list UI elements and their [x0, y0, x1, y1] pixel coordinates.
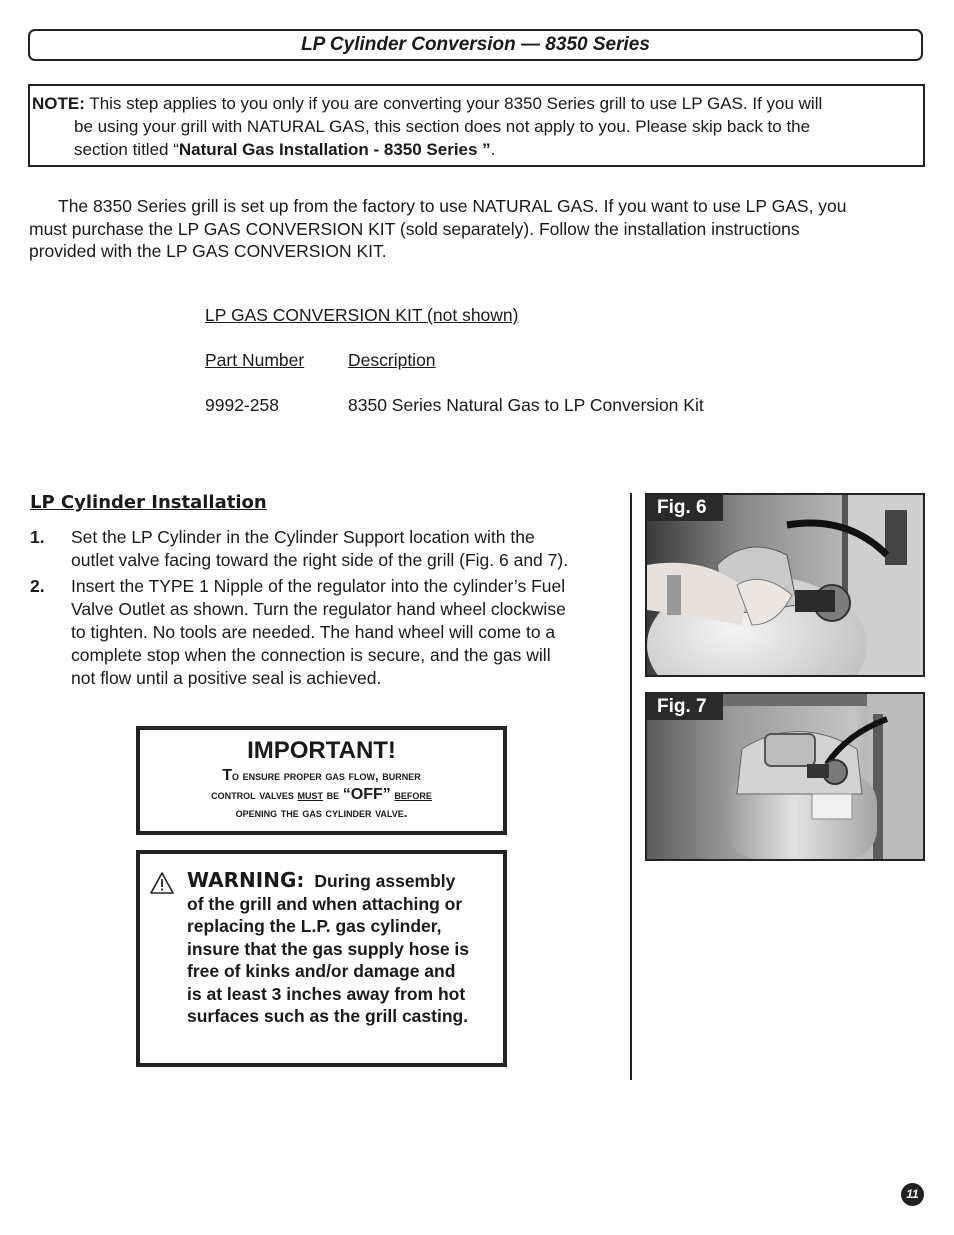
page-title: LP Cylinder Conversion — 8350 Series	[28, 29, 923, 61]
note-line-2: be using your grill with NATURAL GAS, this section does not apply to you. Please skip back to the	[74, 117, 811, 136]
step-1	[30, 526, 615, 572]
intro-line-1: The 8350 Series grill is set up from the factory to use NATURAL GAS. If you want to use LP GAS, you	[58, 196, 847, 216]
intro-line-2: must purchase the LP GAS CONVERSION KIT (sold separately). Follow the installation instructions	[29, 218, 800, 239]
figure-6	[645, 493, 925, 677]
important-text	[140, 767, 503, 823]
warning-notice	[136, 850, 507, 1067]
important-initial: T	[222, 767, 233, 784]
step-1-line-1: Set the LP Cylinder in the Cylinder Support location with the	[71, 527, 535, 547]
important-line-1: o ensure proper gas flow, burner	[232, 768, 421, 783]
warning-title: WARNING:	[187, 868, 305, 892]
figure-7-label: Fig. 7	[647, 694, 723, 720]
note-section-ref: Natural Gas Installation - 8350 Series ”	[178, 140, 491, 159]
note-box	[28, 84, 925, 167]
intro-paragraph	[29, 195, 924, 263]
important-notice	[136, 726, 507, 835]
figure-6-label: Fig. 6	[647, 495, 723, 521]
kit-col-part: Part Number	[205, 350, 305, 370]
warning-text	[187, 869, 499, 1028]
warning-line-4: insure that the gas supply hose is	[187, 938, 470, 959]
step-2-line-4: complete stop when the connection is secure, and the gas will	[71, 645, 551, 665]
step-2-line-2: Valve Outlet as shown. Turn the regulator hand wheel clockwise	[71, 599, 566, 619]
important-line-2b: be	[323, 786, 343, 802]
warning-triangle-icon	[149, 871, 175, 895]
warning-line-6: is at least 3 inches away from hot	[187, 983, 466, 1004]
important-off: “OFF”	[342, 785, 391, 803]
note-text	[32, 92, 913, 161]
step-2	[30, 575, 615, 690]
note-line-3-prefix: section titled “	[74, 140, 179, 159]
kit-part-number: 9992-258	[205, 395, 279, 415]
kit-heading: LP GAS CONVERSION KIT (not shown)	[205, 305, 519, 325]
step-number: 2.	[30, 576, 45, 596]
note-line-3-suffix: .	[490, 140, 496, 159]
step-1-line-2: outlet valve facing toward the right side of the grill (Fig. 6 and 7).	[71, 550, 569, 570]
warning-line-2: of the grill and when attaching or	[187, 893, 463, 914]
warning-line-7: surfaces such as the grill casting.	[187, 1006, 469, 1026]
note-line-1: This step applies to you only if you are converting your 8350 Series grill to use LP GAS. If you will	[89, 94, 823, 113]
page-number: 11	[901, 1183, 924, 1206]
figure-6-photo	[647, 495, 923, 675]
intro-line-3: provided with the LP GAS CONVERSION KIT.	[29, 241, 387, 261]
section-heading: LP Cylinder Installation	[30, 492, 267, 513]
step-number: 1.	[30, 527, 45, 547]
kit-description: 8350 Series Natural Gas to LP Conversion Kit	[348, 395, 704, 415]
important-line-3: opening the gas cylinder valve.	[235, 805, 408, 820]
warning-line-1: During assembly	[314, 871, 456, 891]
important-before: before	[394, 786, 432, 802]
step-2-line-3: to tighten. No tools are needed. The hand wheel will come to a	[71, 622, 556, 642]
note-label: NOTE:	[32, 94, 85, 113]
kit-col-desc: Description	[348, 350, 436, 370]
step-2-line-5: not flow until a positive seal is achieved.	[71, 668, 382, 688]
warning-line-3: replacing the L.P. gas cylinder,	[187, 916, 442, 936]
important-heading: IMPORTANT!	[247, 737, 396, 764]
important-must: must	[297, 786, 324, 802]
figure-7	[645, 692, 925, 861]
warning-line-5: free of kinks and/or damage and	[187, 961, 456, 981]
important-line-2a: control valves	[211, 786, 298, 802]
column-divider	[630, 493, 632, 1080]
step-2-line-1: Insert the TYPE 1 Nipple of the regulator into the cylinder’s Fuel	[71, 576, 566, 596]
